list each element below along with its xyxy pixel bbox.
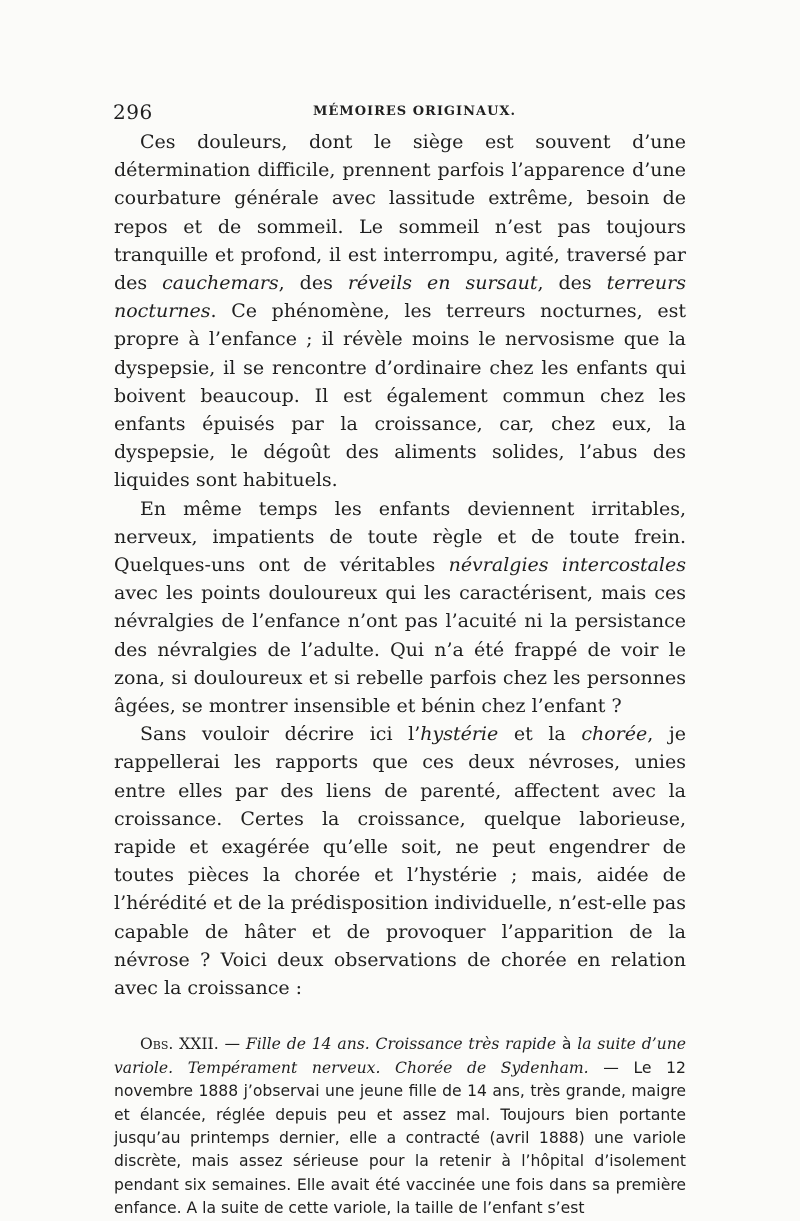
- italic-term: terreurs nocturnes: [114, 272, 686, 323]
- paragraph-text: et la: [498, 723, 582, 746]
- paragraph-night-terrors: [114, 128, 686, 495]
- paragraph-neuralgia: [114, 495, 686, 721]
- italic-term: réveils en sursaut: [347, 272, 538, 295]
- page-number: 296: [113, 100, 153, 124]
- text-column: [114, 128, 686, 1221]
- paragraph-text: , des: [537, 272, 607, 295]
- italic-term: cauchemars: [162, 272, 279, 295]
- paragraph-text: Sans vouloir décrire ici l’: [140, 723, 421, 746]
- observation-text: — Le 12 novembre 1888 j’observai une jeune fille de 14 ans, très grande, maigre et élancée, réglée depuis peu et assez mal. Toujours bien portante jusqu’au printemps dernier, elle a contracté (avril 1888) une variole discrète, mais assez sérieuse pour la retenir à l’hôpital d’isolement pendant six semaines. Elle avait été vaccinée une fois dans sa première enfance. A la suite de cette variole, la taille de l’enfant s’est: [114, 1058, 686, 1218]
- paragraph-text: , des: [278, 272, 348, 295]
- page-header: [113, 100, 693, 124]
- italic-term: hystérie: [420, 723, 499, 746]
- italic-term: chorée: [581, 723, 648, 746]
- paragraph-text: Ces douleurs, dont le siège est souvent d’une détermination difficile, prennent parfois l’apparence d’une courbature générale avec lassitude extrême, besoin de repos et de sommeil. Le sommeil n’est pas toujours tranquille et profond, il est interrompu, agité, traversé par des: [114, 131, 686, 295]
- paragraph-text: avec les points douloureux qui les caractérisent, mais ces névralgies de l’enfance n’ont pas l’acuité ni la persistance des névralgies de l’adulte. Qui n’a été frappé de voir le zona, si douloureux et si rebelle parfois chez les personnes âgées, se montrer insensible et bénin chez l’enfant ?: [114, 582, 686, 718]
- observation-title: la suite d’une variole. Tempérament nerveux. Chorée de Sydenham.: [114, 1035, 686, 1077]
- observation-dash: —: [218, 1035, 246, 1054]
- observation-label: Obs. XXII.: [140, 1035, 219, 1054]
- observation-title: Fille de 14 ans. Croissance très rapide: [245, 1035, 557, 1054]
- paragraph-text: , je rappellerai les rapports que ces deux névroses, unies entre elles par des liens de parenté, affectent avec la croissance. Certes la croissance, quelque laborieuse, rapide et exagérée qu’elle soit, ne peut engendrer de toutes pièces la chorée et l’hystérie ; mais, aidée de l’hérédité et de la prédisposition individuelle, n’est-elle pas capable de hâter et de provoquer l’apparition de la névrose ? Voici deux observations de chorée en relation avec la croissance :: [114, 723, 687, 1000]
- italic-term: névralgies intercostales: [448, 554, 686, 577]
- observation-block: [114, 1033, 686, 1220]
- paragraph-text: En même temps les enfants deviennent irritables, nerveux, impatients de toute règle et de toute frein. Quelques-uns ont de véritables: [114, 497, 686, 577]
- paragraph-text: . Ce phénomène, les terreurs nocturnes, est propre à l’enfance ; il révèle moins le nervosisme que la dyspepsie, il se rencontre d’ordinaire chez les enfants qui boivent beaucoup. Il est également commun chez les enfants épuisés par la croissance, car, chez eux, la dyspepsie, le dégoût des aliments solides, l’abus des liquides sont habituels.: [114, 300, 686, 492]
- paragraph-hysteria-chorea: [114, 720, 686, 1002]
- observation-text: à: [556, 1035, 578, 1054]
- running-head: MÉMOIRES ORIGINAUX.: [313, 104, 517, 119]
